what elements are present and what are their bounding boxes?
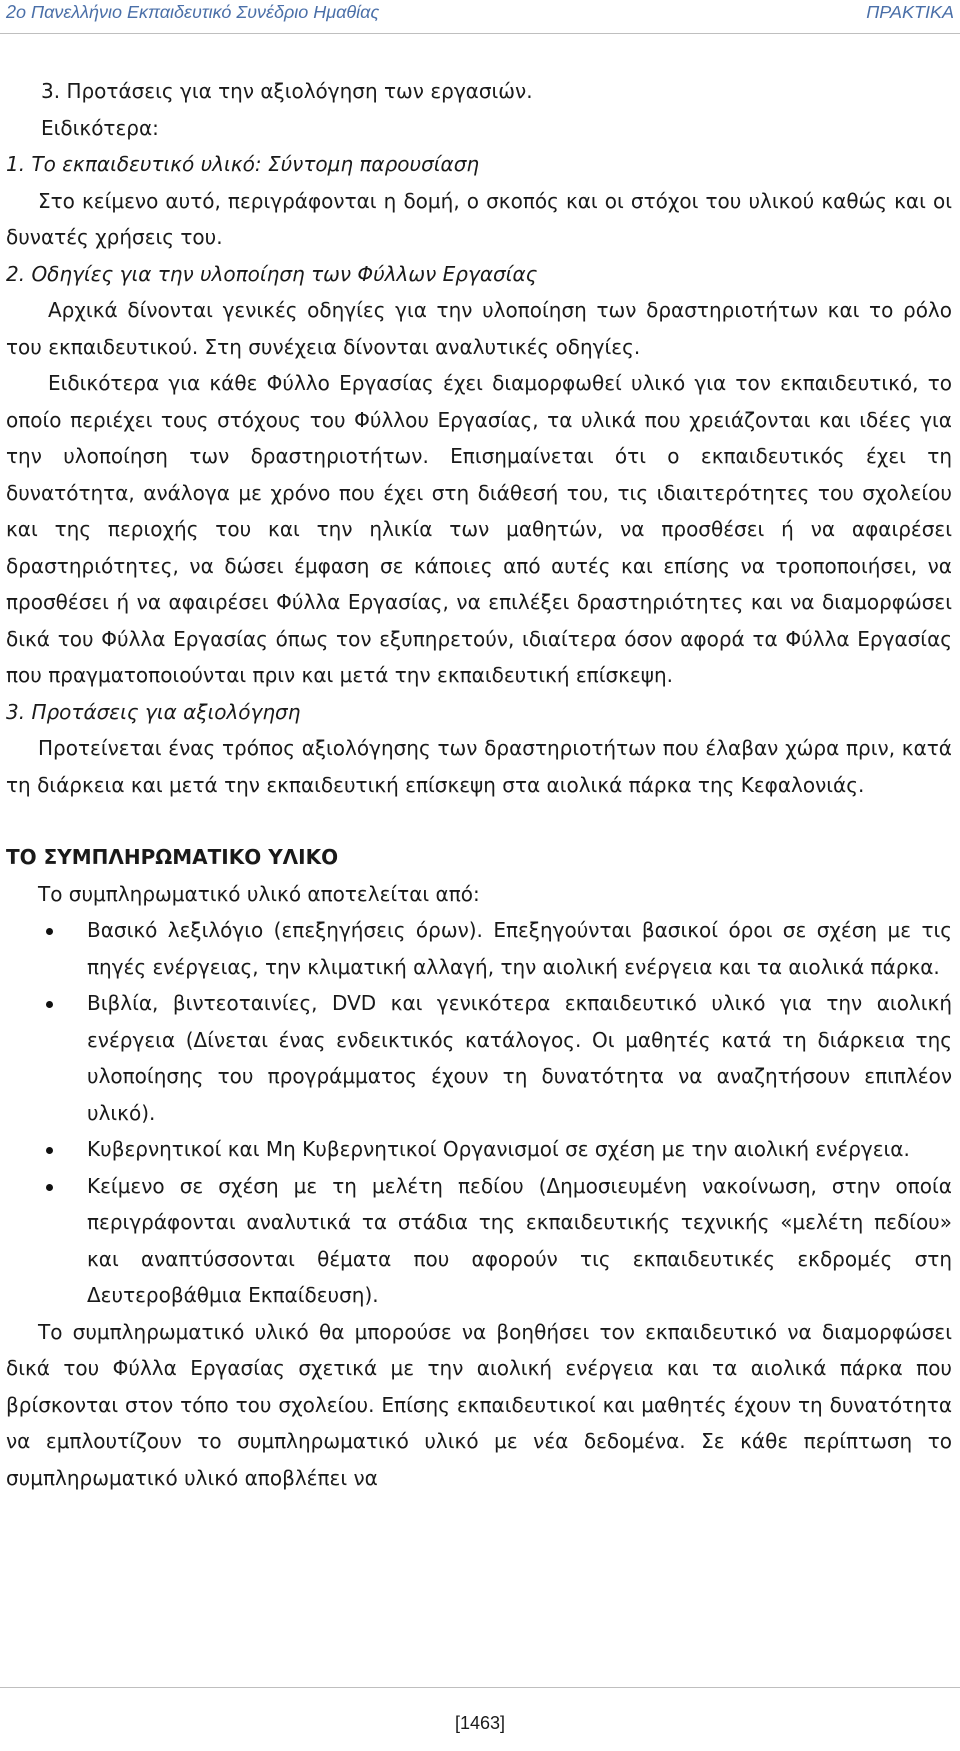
section-1-heading: 1. Το εκπαιδευτικό υλικό: Σύντομη παρουσίαση	[6, 152, 480, 176]
supplementary-closing: Το συμπληρωματικό υλικό θα μπορούσε να βοηθήσει τον εκπαιδευτικό να διαμορφώσει δικά του Φύλλα Εργασίας σχετικά με την αιολική ενέργεια και τα αιολικά πάρκα που βρίσκονται στον τόπο του σχολείου. Επίσης εκπαιδευτικοί και μαθητές έχουν τη δυνατότητα να εμπλουτίζουν το συμπληρωματικό υλικό με νέα δεδομένα. Σε κάθε περίπτωση το συμπληρωματικό υλικό αποβλέπει να	[6, 1319, 952, 1490]
page-header	[0, 0, 960, 34]
specifically-label: Ειδικότερα:	[41, 115, 159, 140]
bullet-icon	[46, 928, 53, 935]
section-2-heading: 2. Οδηγίες για την υλοποίηση των Φύλλων Εργασίας	[6, 261, 538, 286]
section-2-text-1: Αρχικά δίνονται γενικές οδηγίες για την υλοποίηση των δραστηριοτήτων και το ρόλο του εκπαιδευτικού. Στη συνέχεια δίνονται αναλυτικές οδηγίες.	[6, 298, 952, 359]
page-number: [1463]	[454, 1713, 506, 1733]
supplementary-title: ΤΟ ΣΥΜΠΛΗΡΩΜΑΤΙΚΟ ΥΛΙΚΟ	[6, 845, 339, 869]
spacer	[6, 803, 952, 839]
list-item: Κυβερνητικοί και Μη Κυβερνητικοί Οργανισμοί σε σχέση με την αιολική ενέργεια.	[6, 1131, 952, 1168]
conference-title: 2ο Πανελλήνιο Εκπαιδευτικό Συνέδριο Ημαθίας	[6, 2, 380, 22]
list-item: Κείμενο σε σχέση με τη μελέτη πεδίου (Δημοσιευμένη νακοίνωση, στην οποία περιγράφονται αναλυτικά τα στάδια της εκπαιδευτικής τεχνικής «μελέτη πεδίου» και αναπτύσσονται θέματα που αφορούν τις εκπαιδευτικές εκδρομές στη Δευτεροβάθμια Εκπαίδευση).	[6, 1168, 952, 1314]
list-item: Βιβλία, βιντεοταινίες, DVD και γενικότερα εκπαιδευτικό υλικό για την αιολική ενέργεια (Δίνεται ένας ενδεικτικός κατάλογος. Οι μαθητές κατά τη διάρκεια της υλοποίησης του προγράμματος έχουν τη δυνατότητα να αναζητήσουν επιπλέον υλικό).	[6, 985, 952, 1131]
page-footer	[0, 1687, 960, 1751]
bullet-icon	[46, 1184, 53, 1191]
section-3-heading: 3. Προτάσεις για αξιολόγηση	[6, 699, 301, 724]
section-1-text: Στο κείμενο αυτό, περιγράφονται η δομή, ο σκοπός και οι στόχοι του υλικού καθώς και οι δυνατές χρήσεις του.	[6, 188, 952, 249]
section-3-text: Προτείνεται ένας τρόπος αξιολόγησης των δραστηριοτήτων που έλαβαν χώρα πριν, κατά τη διάρκεια και μετά την εκπαιδευτική επίσκεψη στα αιολικά πάρκα της Κεφαλονιάς.	[6, 736, 952, 797]
bullet-icon	[46, 1001, 53, 1008]
item-3-evaluation: 3. Προτάσεις για την αξιολόγηση των εργασιών.	[41, 79, 533, 103]
list-item: Βασικό λεξιλόγιο (επεξηγήσεις όρων). Επεξηγούνται βασικοί όροι σε σχέση με τις πηγές ενέργειας, την κλιματική αλλαγή, την αιολική ενέργεια και τα αιολικά πάρκα.	[6, 912, 952, 985]
bullet-icon	[46, 1147, 53, 1154]
supplementary-list	[6, 912, 952, 1314]
proceedings-label: ΠΡΑΚΤΙΚΑ	[866, 2, 954, 22]
supplementary-intro: Το συμπληρωματικό υλικό αποτελείται από:	[38, 881, 480, 906]
section-2-text-2: Ειδικότερα για κάθε Φύλλο Εργασίας έχει διαμορφωθεί υλικό για τον εκπαιδευτικό, το οποίο περιέχει τους στόχους του Φύλλου Εργασίας, τα υλικά που χρειάζονται και ιδέες για την υλοποίηση των δραστηριοτήτων. Επισημαίνεται ότι ο εκπαιδευτικός έχει τη δυνατότητα, ανάλογα με χρόνο που έχει στη διάθεσή του, τις ιδιαιτερότητες του σχολείου και της περιοχής του και την ηλικία των μαθητών, να προσθέσει ή να αφαιρέσει δραστηριότητες, να δώσει έμφαση σε κάποιες από αυτές και επίσης να τροποποιήσει, να προσθέσει ή να αφαιρέσει Φύλλα Εργασίας, να επιλέξει δραστηριότητες και να διαμορφώσει δικά του Φύλλα Εργασίας όπως τον εξυπηρετούν, ιδιαίτερα όσον αφορά τα Φύλλα Εργασίας που πραγματοποιούνται πριν και μετά την εκπαιδευτική επίσκεψη.	[6, 371, 952, 687]
page-body	[6, 73, 952, 1496]
